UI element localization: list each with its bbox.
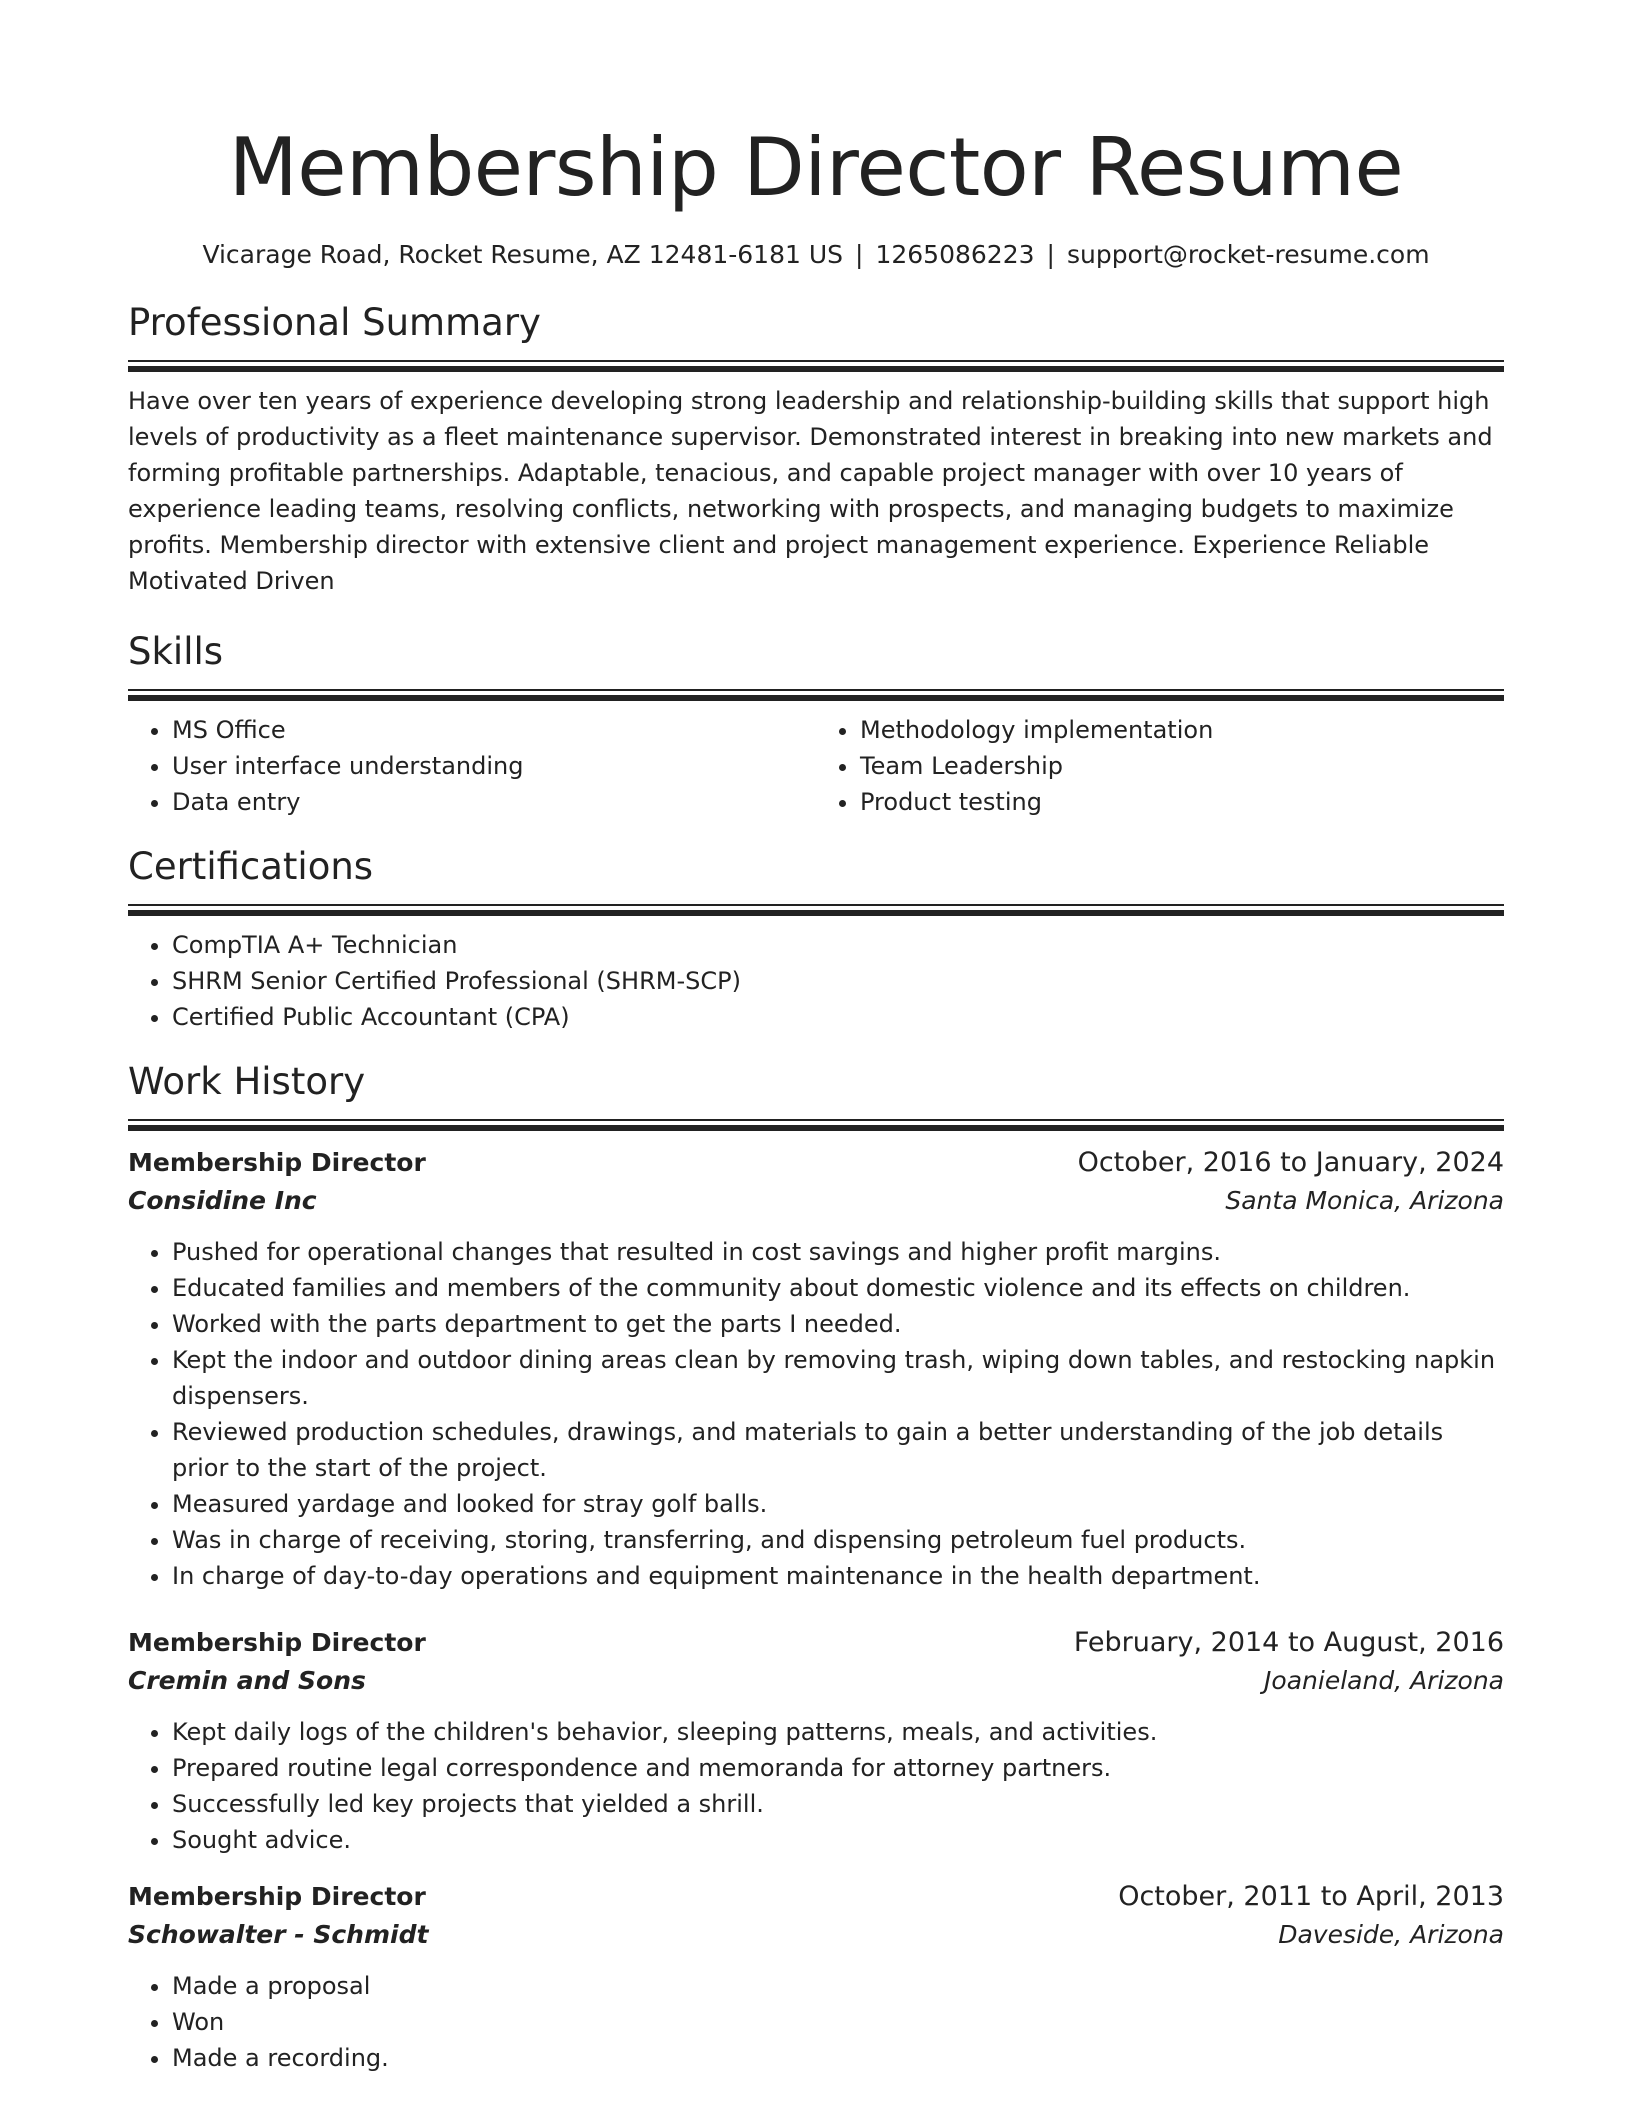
contact-line xyxy=(128,238,1504,272)
job-bullets xyxy=(128,1968,1504,2076)
certification-item: • Certified Public Accountant (CPA) xyxy=(172,999,1504,1035)
job-bullet: • Won xyxy=(172,2004,1504,2040)
job-title: Membership Director xyxy=(128,1628,426,1657)
summary-heading: Professional Summary xyxy=(128,301,541,344)
job-dates: February, 2014 to August, 2016 xyxy=(1073,1627,1504,1658)
job-bullet: • In charge of day-to-day operations and equipment maintenance in the health department. xyxy=(172,1558,1504,1594)
job-dates: October, 2011 to April, 2013 xyxy=(1118,1881,1504,1912)
job-subheader xyxy=(128,1916,1504,1954)
job-header xyxy=(128,1624,1504,1662)
job-bullet: • Educated families and members of the community about domestic violence and its effects on children. xyxy=(172,1270,1504,1306)
certifications-section xyxy=(128,842,1504,1035)
job-entry xyxy=(128,1878,1504,2076)
skill-item: • Data entry xyxy=(172,784,816,820)
job-bullet: • Measured yardage and looked for stray golf balls. xyxy=(172,1486,1504,1522)
job-bullet: • Successfully led key projects that yielded a shrill. xyxy=(172,1786,1504,1822)
resume-page xyxy=(128,0,1504,2076)
job-bullet: • Was in charge of receiving, storing, transferring, and dispensing petroleum fuel products. xyxy=(172,1522,1504,1558)
skill-item: • Team Leadership xyxy=(860,748,1504,784)
job-bullets xyxy=(128,1234,1504,1594)
section-divider xyxy=(128,1119,1504,1130)
certification-item: • CompTIA A+ Technician xyxy=(172,927,1504,963)
job-title: Membership Director xyxy=(128,1882,426,1911)
skills-heading: Skills xyxy=(128,630,224,673)
skill-item: • Methodology implementation xyxy=(860,712,1504,748)
job-bullet: • Worked with the parts department to get the parts I needed. xyxy=(172,1306,1504,1342)
summary-text: Have over ten years of experience developing strong leadership and relationship-building skills that support high levels of productivity as a fleet maintenance supervisor. Demonstrated interest in breaking into new markets and forming profitable partnerships. Adaptable, tenacious, and capable project manager with over 10 years of experience leading teams, resolving conflicts, networking with prospects, and managing budgets to maximize profits. Membership director with extensive client and project management experience. Experience Reliable Motivated Driven xyxy=(128,387,1493,595)
job-subheader xyxy=(128,1662,1504,1700)
job-bullet: • Reviewed production schedules, drawings, and materials to gain a better understanding of the job details prior to the start of the project. xyxy=(172,1414,1504,1486)
job-bullet: • Sought advice. xyxy=(172,1822,1504,1858)
certifications-heading: Certifications xyxy=(128,845,374,888)
skill-item: • User interface understanding xyxy=(172,748,816,784)
job-dates: October, 2016 to January, 2024 xyxy=(1077,1147,1504,1178)
job-bullet: • Made a proposal xyxy=(172,1968,1504,2004)
work-history-heading: Work History xyxy=(128,1060,366,1103)
section-divider xyxy=(128,904,1504,915)
job-header xyxy=(128,1878,1504,1916)
job-location: Santa Monica, Arizona xyxy=(1225,1186,1504,1215)
job-entry xyxy=(128,1624,1504,1858)
job-bullet: • Kept daily logs of the children's behavior, sleeping patterns, meals, and activities. xyxy=(172,1714,1504,1750)
skills-columns xyxy=(128,712,1504,820)
skills-list-left xyxy=(128,712,816,820)
job-subheader xyxy=(128,1182,1504,1220)
job-title: Membership Director xyxy=(128,1148,426,1177)
job-location: Daveside, Arizona xyxy=(1278,1920,1504,1949)
certifications-list xyxy=(128,927,1504,1035)
section-divider xyxy=(128,360,1504,371)
contact-phone: 1265086223 xyxy=(875,240,1035,269)
certification-item: • SHRM Senior Certified Professional (SHRM-SCP) xyxy=(172,963,1504,999)
contact-address: Vicarage Road, Rocket Resume, AZ 12481-6181 US xyxy=(202,240,844,269)
work-history-section xyxy=(128,1057,1504,2076)
job-location: Joanieland, Arizona xyxy=(1264,1666,1504,1695)
resume-title: Membership Director Resume xyxy=(228,121,1404,214)
skill-item: • MS Office xyxy=(172,712,816,748)
job-bullet: • Kept the indoor and outdoor dining areas clean by removing trash, wiping down tables, and restocking napkin dispensers. xyxy=(172,1342,1504,1414)
skills-section xyxy=(128,627,1504,820)
job-company: Cremin and Sons xyxy=(128,1666,366,1695)
skill-item: • Product testing xyxy=(860,784,1504,820)
job-header xyxy=(128,1144,1504,1182)
job-entry xyxy=(128,1144,1504,1594)
contact-separator: | xyxy=(1046,240,1055,269)
contact-email: support@rocket-resume.com xyxy=(1066,240,1430,269)
section-divider xyxy=(128,689,1504,700)
contact-separator: | xyxy=(855,240,864,269)
job-company: Considine Inc xyxy=(128,1186,317,1215)
job-bullet: • Prepared routine legal correspondence and memoranda for attorney partners. xyxy=(172,1750,1504,1786)
job-company: Schowalter - Schmidt xyxy=(128,1920,429,1949)
skills-list-right xyxy=(816,712,1504,820)
job-bullet: • Pushed for operational changes that resulted in cost savings and higher profit margins. xyxy=(172,1234,1504,1270)
summary-section xyxy=(128,298,1504,599)
job-bullet: • Made a recording. xyxy=(172,2040,1504,2076)
job-bullets xyxy=(128,1714,1504,1858)
